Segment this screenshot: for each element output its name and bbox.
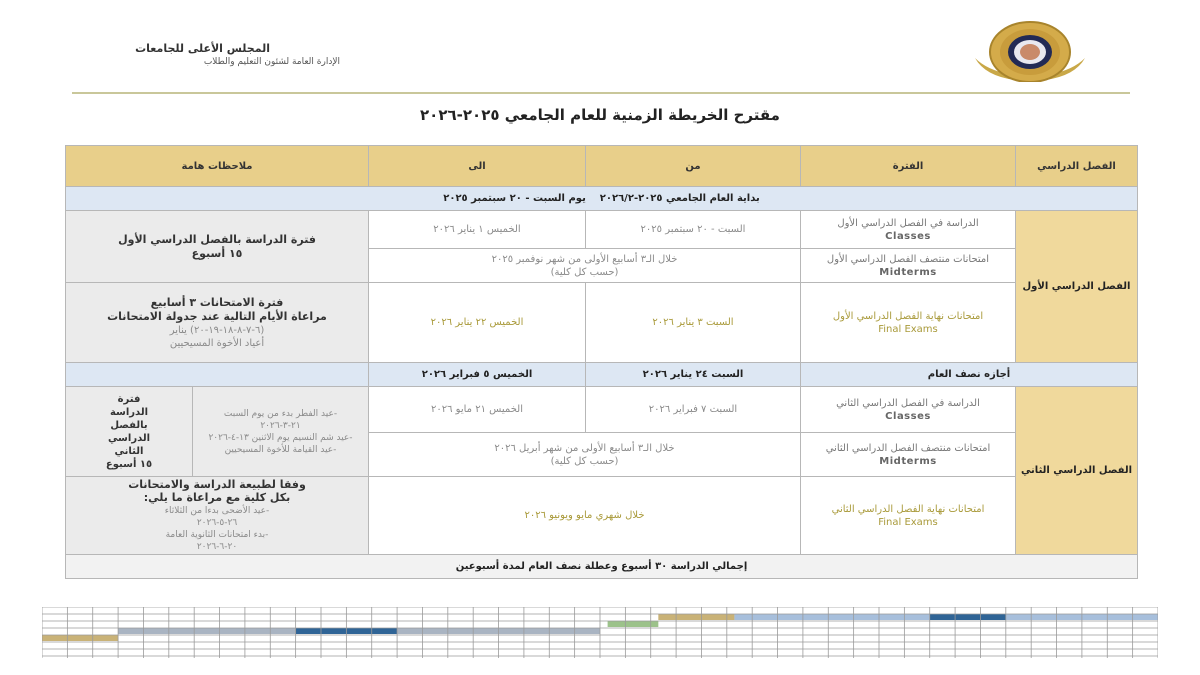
total-row xyxy=(66,555,1138,579)
midyear-to: الخميس ٥ فبراير ٢٠٢٦ xyxy=(369,363,586,387)
period-cell: الدراسة في الفصل الدراسي الثاني Classes xyxy=(801,387,1016,433)
org-name: المجلس الأعلى للجامعات xyxy=(135,42,270,55)
gantt-bar xyxy=(42,635,118,641)
org-department: الإدارة العامة لشئون التعليم والطلاب xyxy=(203,57,340,67)
span-cell: خلال شهري مايو ويونيو ٢٠٢٦ xyxy=(369,477,801,555)
organization-header xyxy=(90,42,350,69)
period-cell: الدراسة في الفصل الدراسي الأول Classes xyxy=(801,211,1016,249)
semester1-label: الفصل الدراسي الأول xyxy=(1016,211,1138,363)
span-cell: خلال الـ٣ أسابيع الأولى من شهر أبريل ٢٠٢٦ (حسب كل كلية) xyxy=(369,433,801,477)
to-cell: الخميس ٢٢ يناير ٢٠٢٦ xyxy=(369,283,586,363)
col-to: الى xyxy=(369,146,586,187)
midyear-label: أجازه نصف العام xyxy=(801,363,1138,387)
note-cell: فترة الامتحانات ٣ أسابيع مراعاة الأيام التالية عند جدولة الامتحانات (٦-٧-٨-١٨-١٩-٢٠) يناير أعياد الأخوة المسيحيين xyxy=(66,283,369,363)
midyear-band-row xyxy=(66,363,1138,387)
table-row xyxy=(66,283,1138,363)
col-notes: ملاحظات هامة xyxy=(66,146,369,187)
note-cell: فترة الدراسة بالفصل الدراسي الأول ١٥ أسبوع xyxy=(66,211,369,283)
study-note: فترة الدراسة بالفصل الدراسي الثاني ١٥ أسبوع xyxy=(66,387,193,477)
col-semester: الفصل الدراسي xyxy=(1016,146,1138,187)
period-cell: امتحانات نهاية الفصل الدراسي الثاني Final Exams xyxy=(801,477,1016,555)
university-council-seal-icon xyxy=(955,18,1105,82)
from-cell: السبت - ٢٠ سبتمبر ٢٠٢٥ xyxy=(586,211,801,249)
holidays-note: -عيد الفطر بدء من يوم السبت ٢١-٣-٢٠٢٦ -عيد شم النسيم يوم الاثنين ١٣-٤-٢٠٢٦ -عيد القيامة للأخوة المسيحيين xyxy=(193,387,369,477)
table-row xyxy=(66,477,1138,555)
to-cell: الخميس ١ يناير ٢٠٢٦ xyxy=(369,211,586,249)
gantt-bar xyxy=(930,614,1006,620)
semester2-label: الفصل الدراسي الثاني xyxy=(1016,387,1138,555)
page-title: مقترح الخريطة الزمنية للعام الجامعي ٢٠٢٥-٢٠٢٦ xyxy=(420,106,780,124)
exam-note: وفقا لطبيعة الدراسة والامتحانات بكل كلية مع مراعاة ما يلي: -عيد الأضحى بدءا من الثلاثاء ٢٦-٥-٢٠٢٦ -بدء امتحانات الثانوية العامة ٢٠-٦-٢٠٢٦ xyxy=(66,477,369,555)
gantt-strip xyxy=(42,607,1158,659)
gantt-bar xyxy=(658,614,734,620)
table-header-row xyxy=(66,146,1138,187)
col-from: من xyxy=(586,146,801,187)
midyear-from: السبت ٢٤ يناير ٢٠٢٦ xyxy=(586,363,801,387)
total-summary: إجمالي الدراسة ٣٠ أسبوع وعطلة نصف العام لمدة أسبوعين xyxy=(66,555,1138,579)
header-divider xyxy=(72,92,1130,94)
start-band-row xyxy=(66,187,1138,211)
table-row xyxy=(66,211,1138,249)
col-period: الفترة xyxy=(801,146,1016,187)
from-cell: السبت ٣ يناير ٢٠٢٦ xyxy=(586,283,801,363)
period-cell: امتحانات منتصف الفصل الدراسي الثاني Midterms xyxy=(801,433,1016,477)
span-cell: خلال الـ٣ أسابيع الأولى من شهر نوفمبر ٢٠٢٥ (حسب كل كلية) xyxy=(369,249,801,283)
to-cell: الخميس ٢١ مايو ٢٠٢٦ xyxy=(369,387,586,433)
academic-year-start: بداية العام الجامعي ٢٠٢٥-٢٠٢٦/٢ يوم السبت - ٢٠ سبتمبر ٢٠٢٥ xyxy=(66,187,1138,211)
timeline-table xyxy=(65,145,1138,579)
midyear-blank xyxy=(66,363,369,387)
period-cell: امتحانات منتصف الفصل الدراسي الأول Midterms xyxy=(801,249,1016,283)
from-cell: السبت ٧ فبراير ٢٠٢٦ xyxy=(586,387,801,433)
period-cell: امتحانات نهاية الفصل الدراسي الأول Final Exams xyxy=(801,283,1016,363)
table-row xyxy=(66,387,1138,433)
